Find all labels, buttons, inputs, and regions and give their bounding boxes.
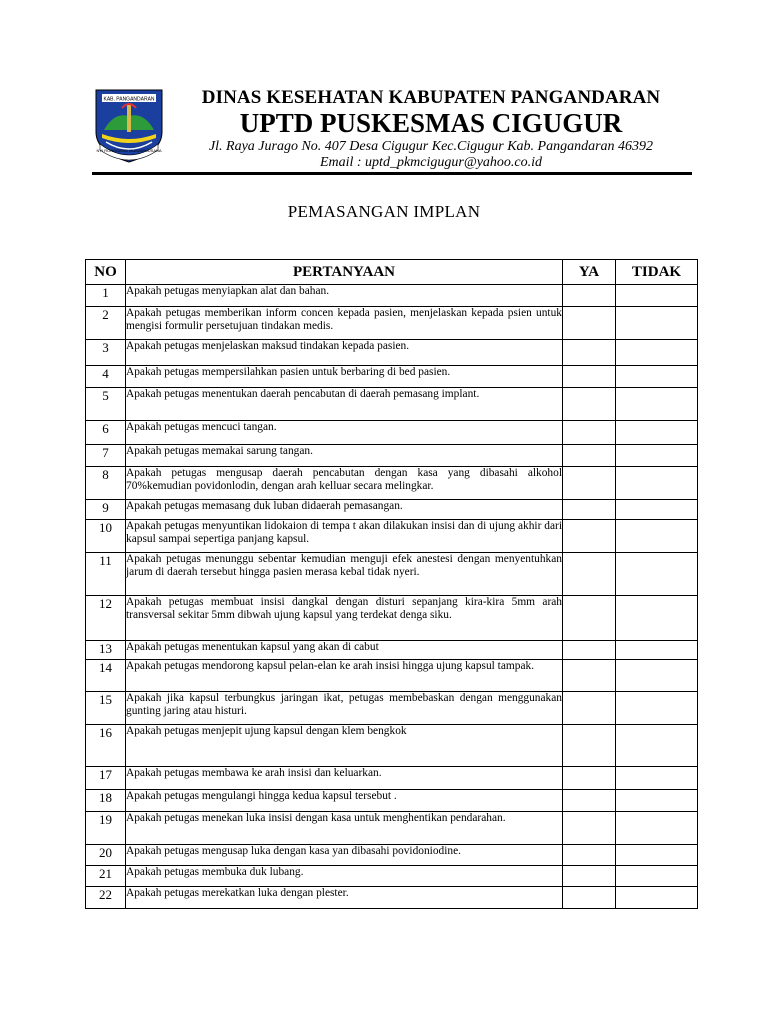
answer-no-cell[interactable] — [616, 660, 698, 692]
answer-yes-cell[interactable] — [563, 388, 616, 421]
checklist-table — [85, 259, 698, 909]
row-number: 6 — [86, 421, 126, 445]
address: Jl. Raya Jurago No. 407 Desa Cigugur Kec.Cigugur Kab. Pangandaran 46392 — [208, 139, 654, 154]
row-number: 7 — [86, 445, 126, 467]
answer-no-cell[interactable] — [616, 520, 698, 553]
answer-yes-cell[interactable] — [563, 725, 616, 767]
answer-yes-cell[interactable] — [563, 500, 616, 520]
answer-no-cell[interactable] — [616, 388, 698, 421]
answer-no-cell[interactable] — [616, 553, 698, 596]
answer-no-cell[interactable] — [616, 467, 698, 500]
row-question: Apakah petugas mengulangi hingga kedua kapsul tersebut . — [126, 790, 563, 812]
answer-yes-cell[interactable] — [563, 467, 616, 500]
unit-name: UPTD PUSKESMAS CIGUGUR — [239, 108, 623, 138]
row-number: 10 — [86, 520, 126, 553]
answer-no-cell[interactable] — [616, 596, 698, 641]
answer-yes-cell[interactable] — [563, 767, 616, 790]
row-question: Apakah petugas mengusap daerah pencabutan dengan kasa yang dibasahi alkohol 70%kemudian povidonlodin, dengan arah kelluar secara melingkar. — [126, 467, 563, 500]
answer-yes-cell[interactable] — [563, 421, 616, 445]
row-question: Apakah petugas membawa ke arah insisi dan keluarkan. — [126, 767, 563, 790]
row-number: 19 — [86, 812, 126, 845]
table-row — [86, 660, 698, 692]
row-question: Apakah petugas menentukan kapsul yang akan di cabut — [126, 641, 563, 660]
answer-no-cell[interactable] — [616, 812, 698, 845]
letterhead-text — [166, 80, 696, 171]
answer-no-cell[interactable] — [616, 421, 698, 445]
row-question: Apakah petugas memakai sarung tangan. — [126, 445, 563, 467]
agency-name: DINAS KESEHATAN KABUPATEN PANGANDARAN — [201, 87, 661, 108]
table-row — [86, 307, 698, 340]
answer-yes-cell[interactable] — [563, 845, 616, 866]
svg-text:KAB. PANGANDARAN: KAB. PANGANDARAN — [103, 96, 155, 103]
answer-no-cell[interactable] — [616, 340, 698, 366]
row-number: 8 — [86, 467, 126, 500]
row-question: Apakah petugas memasang duk luban didaerah pemasangan. — [126, 500, 563, 520]
row-number: 15 — [86, 692, 126, 725]
answer-yes-cell[interactable] — [563, 887, 616, 909]
table-row — [86, 285, 698, 307]
row-number: 4 — [86, 366, 126, 388]
row-question: Apakah petugas menunggu sebentar kemudian menguji efek anestesi dengan menyentuhkan jarum di daerah tersebut hingga pasien merasa kebal tidak nyeri. — [126, 553, 563, 596]
row-question: Apakah petugas mengusap luka dengan kasa yan dibasahi povidoniodine. — [126, 845, 563, 866]
table-row — [86, 725, 698, 767]
row-question: Apakah petugas menyuntikan lidokaion di tempa t akan dilakukan insisi dan di ujung akhir dari kapsul sampai sepertiga panjang kapsul. — [126, 520, 563, 553]
answer-yes-cell[interactable] — [563, 866, 616, 887]
answer-no-cell[interactable] — [616, 366, 698, 388]
table-row — [86, 340, 698, 366]
answer-no-cell[interactable] — [616, 790, 698, 812]
letterhead — [86, 80, 696, 180]
table-row — [86, 520, 698, 553]
table-header-row — [86, 260, 698, 285]
row-number: 11 — [86, 553, 126, 596]
answer-yes-cell[interactable] — [563, 790, 616, 812]
row-number: 22 — [86, 887, 126, 909]
table-row — [86, 866, 698, 887]
table-row — [86, 388, 698, 421]
table-row — [86, 641, 698, 660]
answer-no-cell[interactable] — [616, 767, 698, 790]
row-question: Apakah petugas membuat insisi dangkal dengan disturi sepanjang kira-kira 5mm arah transversal sekitar 5mm dibwah ujung kapsul yang terdekat denga siku. — [126, 596, 563, 641]
answer-yes-cell[interactable] — [563, 366, 616, 388]
row-number: 2 — [86, 307, 126, 340]
answer-yes-cell[interactable] — [563, 596, 616, 641]
row-question: Apakah petugas membuka duk lubang. — [126, 866, 563, 887]
svg-text:NYI RONGGENG MUKAKIMUSANA: NYI RONGGENG MUKAKIMUSANA — [96, 148, 162, 153]
answer-no-cell[interactable] — [616, 725, 698, 767]
row-number: 13 — [86, 641, 126, 660]
row-question: Apakah petugas merekatkan luka dengan plester. — [126, 887, 563, 909]
table-row — [86, 421, 698, 445]
row-number: 12 — [86, 596, 126, 641]
row-question: Apakah jika kapsul terbungkus jaringan ikat, petugas membebaskan dengan menggunakan gunting jaring atau histuri. — [126, 692, 563, 725]
row-question: Apakah petugas menjelaskan maksud tindakan kepada pasien. — [126, 340, 563, 366]
table-row — [86, 366, 698, 388]
answer-yes-cell[interactable] — [563, 285, 616, 307]
email: Email : uptd_pkmcigugur@yahoo.co.id — [319, 155, 543, 170]
table-body — [86, 285, 698, 909]
table-row — [86, 812, 698, 845]
col-header-yes: YA — [563, 260, 616, 285]
header-divider — [92, 172, 692, 175]
table-row — [86, 845, 698, 866]
answer-no-cell[interactable] — [616, 445, 698, 467]
row-number: 9 — [86, 500, 126, 520]
answer-yes-cell[interactable] — [563, 692, 616, 725]
row-number: 3 — [86, 340, 126, 366]
table-row — [86, 767, 698, 790]
row-question: Apakah petugas menentukan daerah pencabutan di daerah pemasang implant. — [126, 388, 563, 421]
row-number: 14 — [86, 660, 126, 692]
table-row — [86, 467, 698, 500]
answer-no-cell[interactable] — [616, 307, 698, 340]
row-question: Apakah petugas mendorong kapsul pelan-elan ke arah insisi hingga ujung kapsul tampak. — [126, 660, 563, 692]
table-row — [86, 500, 698, 520]
answer-yes-cell[interactable] — [563, 307, 616, 340]
col-header-no: NO — [86, 260, 126, 285]
answer-yes-cell[interactable] — [563, 812, 616, 845]
row-question: Apakah petugas menjepit ujung kapsul dengan klem bengkok — [126, 725, 563, 767]
regency-emblem-icon — [92, 86, 166, 166]
table-row — [86, 596, 698, 641]
table-row — [86, 553, 698, 596]
answer-no-cell[interactable] — [616, 692, 698, 725]
answer-no-cell[interactable] — [616, 845, 698, 866]
row-number: 18 — [86, 790, 126, 812]
row-question: Apakah petugas menekan luka insisi dengan kasa untuk menghentikan pendarahan. — [126, 812, 563, 845]
row-number: 16 — [86, 725, 126, 767]
document-title: PEMASANGAN IMPLAN — [287, 202, 481, 221]
answer-no-cell[interactable] — [616, 887, 698, 909]
answer-yes-cell[interactable] — [563, 641, 616, 660]
answer-yes-cell[interactable] — [563, 340, 616, 366]
row-number: 20 — [86, 845, 126, 866]
row-number: 5 — [86, 388, 126, 421]
row-number: 21 — [86, 866, 126, 887]
answer-yes-cell[interactable] — [563, 445, 616, 467]
answer-yes-cell[interactable] — [563, 520, 616, 553]
row-question: Apakah petugas mempersilahkan pasien untuk berbaring di bed pasien. — [126, 366, 563, 388]
table-row — [86, 790, 698, 812]
table-row — [86, 887, 698, 909]
table-row — [86, 692, 698, 725]
answer-yes-cell[interactable] — [563, 553, 616, 596]
col-header-no-answer: TIDAK — [616, 260, 698, 285]
answer-yes-cell[interactable] — [563, 660, 616, 692]
answer-no-cell[interactable] — [616, 641, 698, 660]
answer-no-cell[interactable] — [616, 500, 698, 520]
answer-no-cell[interactable] — [616, 285, 698, 307]
row-number: 17 — [86, 767, 126, 790]
row-question: Apakah petugas memberikan inform concen kepada pasien, menjelaskan kepada psien untuk mengisi formulir persetujuan tindakan medis. — [126, 307, 563, 340]
row-question: Apakah petugas mencuci tangan. — [126, 421, 563, 445]
row-question: Apakah petugas menyiapkan alat dan bahan. — [126, 285, 563, 307]
table-row — [86, 445, 698, 467]
col-header-question: PERTANYAAN — [126, 260, 563, 285]
answer-no-cell[interactable] — [616, 866, 698, 887]
row-number: 1 — [86, 285, 126, 307]
